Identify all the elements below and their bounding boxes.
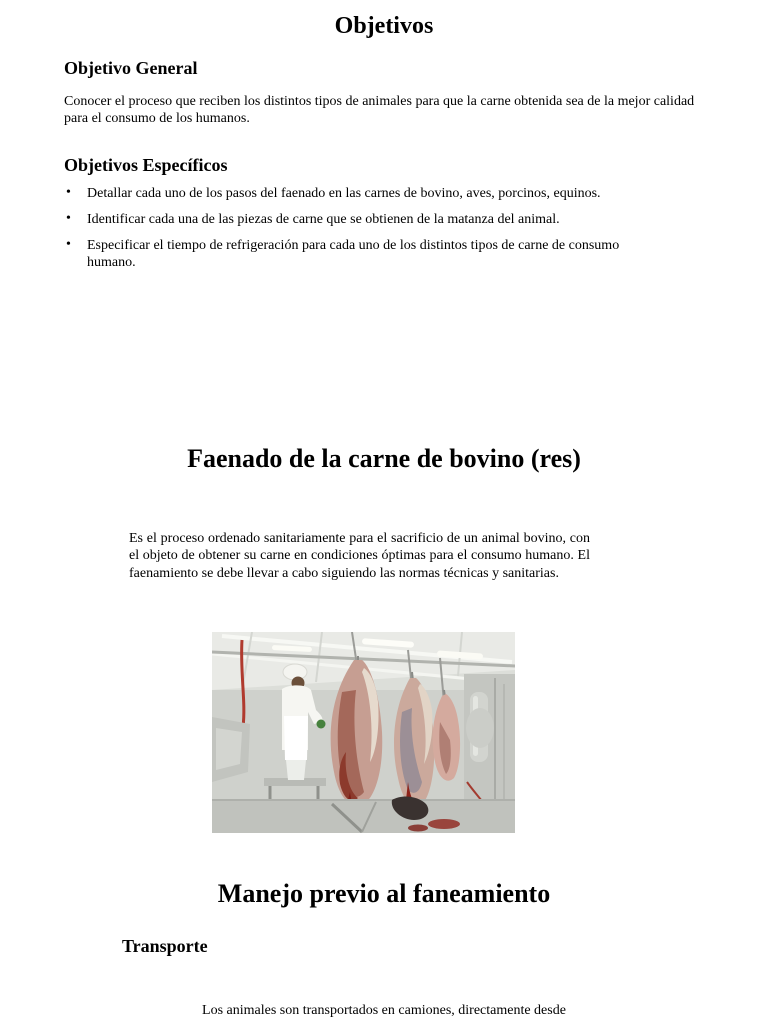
list-item bbox=[64, 185, 704, 202]
heading-transporte: Transporte bbox=[122, 936, 208, 956]
bullet-icon: • bbox=[66, 185, 71, 200]
paragraph-objetivo-general: Conocer el proceso que reciben los distintos tipos de animales para que la carne obtenida sea de la mejor calidad para el consumo de los humanos. bbox=[64, 94, 695, 126]
page-title-objetivos: Objetivos bbox=[334, 13, 434, 39]
list-item-text: Identificar cada una de las piezas de carne que se obtienen de la matanza del animal. bbox=[87, 212, 560, 227]
list-item bbox=[64, 211, 704, 228]
heading-objetivos-especificos: Objetivos Específicos bbox=[64, 155, 228, 175]
page-title-faenado: Faenado de la carne de bovino (res) bbox=[187, 444, 581, 473]
list-item bbox=[64, 237, 662, 271]
paragraph-transporte-partial: Los animales son transportados en camiones, directamente desde bbox=[202, 1003, 566, 1018]
heading-objetivo-general: Objetivo General bbox=[64, 58, 198, 78]
slaughterhouse-photo bbox=[212, 632, 515, 833]
paragraph-faenado: Es el proceso ordenado sanitariamente para el sacrificio de un animal bovino, con el objeto de obtener su carne en condiciones óptimas para el consumo humano. El faenamiento se debe llevar a cabo siguiendo las normas técnicas y sanitarias. bbox=[129, 531, 590, 581]
bullet-icon: • bbox=[66, 237, 71, 252]
page-title-manejo: Manejo previo al faneamiento bbox=[217, 879, 551, 908]
objetivos-especificos-list bbox=[64, 185, 704, 280]
list-item-text: Especificar el tiempo de refrigeración para cada uno de los distintos tipos de carne de consumo humano. bbox=[87, 238, 620, 270]
list-item-text: Detallar cada uno de los pasos del faenado en las carnes de bovino, aves, porcinos, equinos. bbox=[87, 186, 601, 201]
bullet-icon: • bbox=[66, 211, 71, 226]
